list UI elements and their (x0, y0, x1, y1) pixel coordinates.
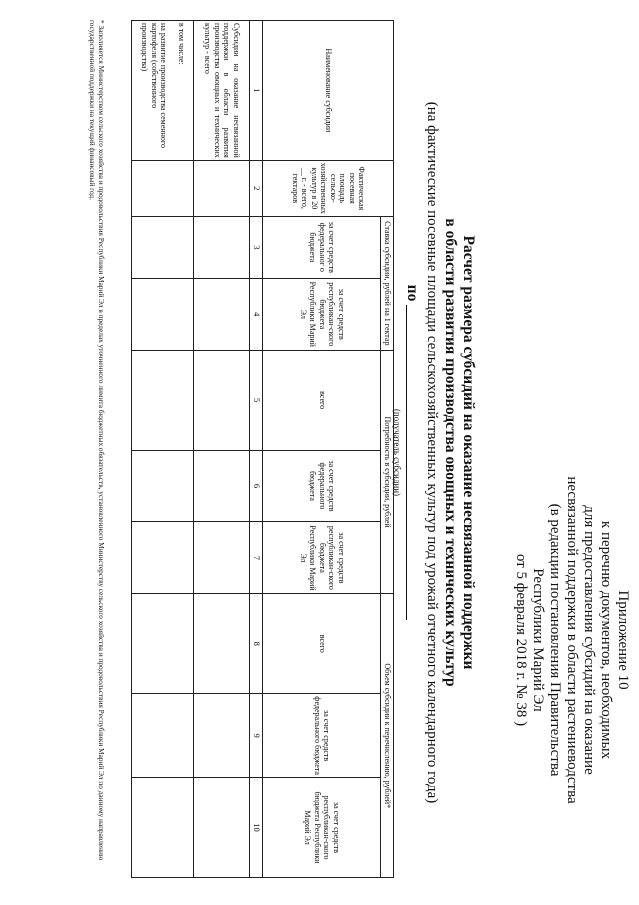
table-row (132, 21, 194, 878)
col-number: 6 (250, 450, 263, 522)
header-line: для предоставления субсидий на оказание (581, 505, 597, 775)
footnote: * Заполняется Министерством сельского хозяйства и продовольствия Республики Марий Эл в пределах уточненного лимита бюджетных обязательств, установленного Министерству сельского хозяйства и продовольствия Республики Марий Эл по данному направлению государственной поддержки на текущий финансовый год. (88, 20, 106, 861)
col-volume-header: Объем субсидии к перечислению, рублей* (381, 594, 394, 878)
col-need-header: Потребность в субсидии, рублей (381, 350, 394, 594)
table-cell (132, 216, 194, 278)
need-total: всего (263, 350, 381, 450)
table-cell (194, 522, 250, 594)
header-line: к перечню документов, необходимых (598, 520, 614, 760)
table-cell (194, 778, 250, 878)
col-number: 9 (250, 694, 263, 778)
title-line-2: в области развития производства овощных и технических культур (442, 218, 459, 687)
row-intro: в том числе: (177, 23, 186, 65)
column-number-row (250, 21, 263, 878)
table-cell (194, 160, 250, 216)
col-number: 10 (250, 778, 263, 878)
header-line: Приложение 10 (615, 590, 631, 690)
appendix-header (512, 405, 631, 875)
document-title (391, 0, 477, 905)
table-row (194, 21, 250, 878)
col-number: 1 (250, 21, 263, 161)
col-number: 4 (250, 278, 263, 350)
title-line-3: (на фактические посевные площади сельскохозяйственных культур под урожай отчетного календарного года) (424, 101, 440, 804)
need-federal: за счет средств федерального бюджета (263, 450, 381, 522)
recipient-blank (406, 305, 421, 620)
col-name-header: Наименование субсидии (263, 21, 394, 161)
table-cell (132, 522, 194, 594)
header-line: Республики Марий Эл (530, 568, 546, 712)
need-republic: за счет средств республикан-ского бюджета Республики Марий Эл (263, 522, 381, 594)
recipient-caption: (получатель субсидии) (392, 408, 402, 497)
table-cell (132, 278, 194, 350)
table-cell (194, 694, 250, 778)
volume-republic: за счет средств республикан-ского бюджета Республики Марий Эл (263, 778, 381, 878)
header-line: от 5 февраля 2018 г. № 38 ) (513, 553, 529, 727)
table-cell (194, 350, 250, 450)
volume-total: всего (263, 594, 381, 694)
col-number: 8 (250, 594, 263, 694)
col-number: 5 (250, 350, 263, 450)
rate-federal: за счет средств федеральног о бюджета (263, 216, 381, 278)
table-cell (132, 778, 194, 878)
row-seed-potato-label: на развитие производства семенного картофеля (собственного производства) (140, 23, 169, 148)
table-cell (194, 278, 250, 350)
table-cell (132, 450, 194, 522)
table-cell (132, 594, 194, 694)
header-line: несвязанной поддержки в области растениеводства (564, 476, 580, 804)
recipient-line (403, 0, 421, 905)
row-subsidy-total: Субсидии на оказание несвязанной поддержки в области развития производства овощных и технических культур - всего (194, 21, 250, 161)
title-line-1: Расчет размера субсидий на оказание несвязанной поддержки (460, 235, 477, 670)
table-cell (132, 160, 194, 216)
col-rate-header: Ставка субсидии, рублей на 1 гектар (381, 216, 394, 350)
header-row (381, 21, 394, 878)
recipient-prefix: по (404, 284, 421, 302)
rate-republic: за счет средств республикан-ского бюджета Республики Марий Эл (263, 278, 381, 350)
header-line: (в редакции постановления Правительства (547, 503, 563, 777)
col-number: 7 (250, 522, 263, 594)
col-number: 3 (250, 216, 263, 278)
row-seed-potato (132, 21, 194, 161)
table-cell (132, 350, 194, 450)
table-cell (194, 594, 250, 694)
volume-federal: за счет средств федерального бюджета (263, 694, 381, 778)
table-cell (194, 216, 250, 278)
col-area-header: Фактическая посевная площадь сельско-хозяйственных культур в 20 __ г. - всего, гектаров (263, 160, 394, 216)
table-cell (132, 694, 194, 778)
subsidy-table (132, 20, 395, 878)
col-number: 2 (250, 160, 263, 216)
table-cell (194, 450, 250, 522)
